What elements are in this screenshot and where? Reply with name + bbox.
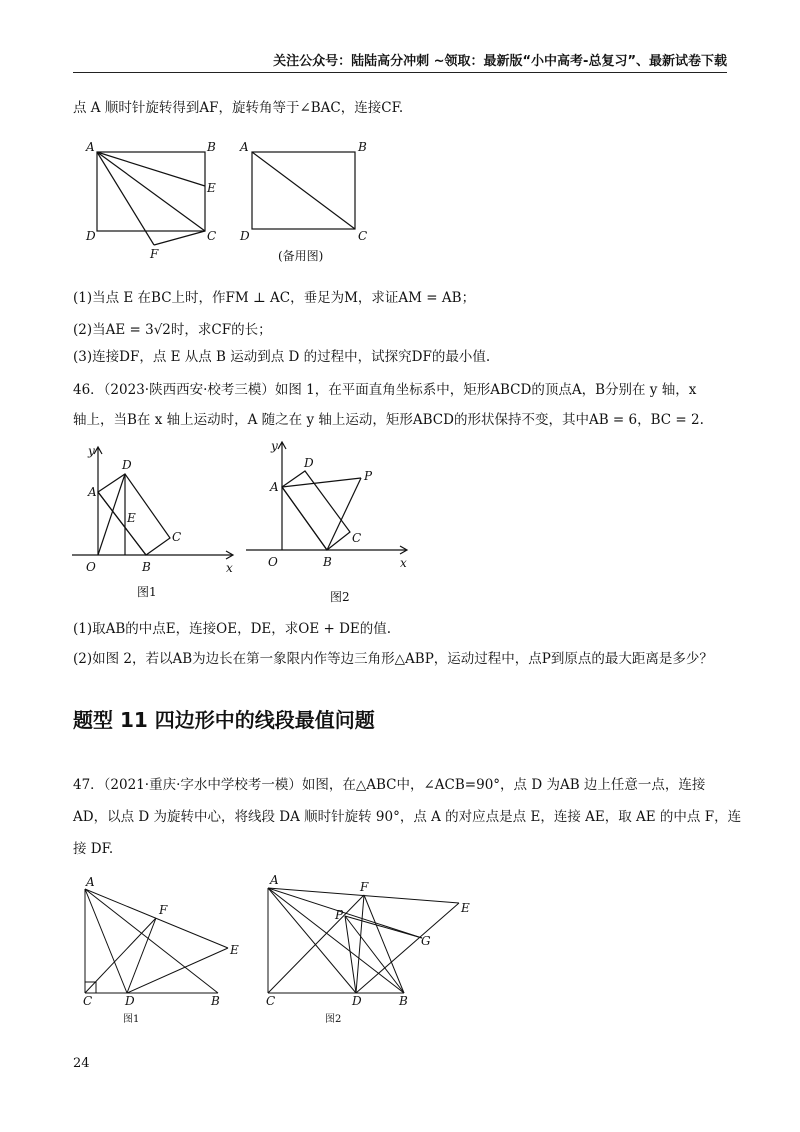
diag-spare	[252, 152, 355, 229]
seg-de2	[356, 903, 459, 993]
lbl-e: E	[207, 181, 216, 195]
lbl-a2: A	[240, 140, 249, 154]
lbl-y2: y	[271, 439, 278, 453]
fig45-main	[97, 152, 205, 245]
seg-ab2	[268, 888, 404, 993]
lbl-e6: E	[461, 901, 470, 915]
lbl-a3: A	[88, 485, 97, 499]
fig46-2	[246, 442, 407, 554]
p46-line1: 46．（2023·陕西西安·校考三模）如图 1，在平面直角坐标系中，矩形ABCD的顶点A，B分别在 y 轴，x	[73, 382, 697, 398]
diag-ac	[97, 152, 205, 231]
seg-ab	[85, 889, 218, 993]
lbl-b5: B	[211, 994, 220, 1008]
seg-pg2	[345, 916, 422, 938]
q45-1: (1)当点 E 在BC上时，作FM ⊥ AC，垂足为M，求证AM = AB；	[73, 290, 476, 306]
lbl-p6: P	[335, 908, 344, 922]
lbl-d2: D	[240, 229, 250, 243]
page-number: 24	[73, 1056, 90, 1071]
fig47-2-caption: 图2	[325, 1014, 342, 1025]
lbl-f6: F	[360, 880, 369, 894]
lbl-b3: B	[142, 560, 151, 574]
lbl-a: A	[86, 140, 95, 154]
lbl-b: B	[207, 140, 216, 154]
p46-line2: 轴上，当B在 x 轴上运动时，A 随之在 y 轴上运动，矩形ABCD的形状保持不变，其中AB = 6，BC = 2.	[73, 412, 704, 428]
seg-ab2	[282, 487, 327, 550]
lbl-c3: C	[172, 530, 182, 544]
fig46-2-caption: 图2	[330, 590, 350, 604]
p46-q2: (2)如图 2，若以AB为边长在第一象限内作等边三角形△ABP，运动过程中，点P到原点的最大距离是多少？	[73, 651, 713, 667]
seg-ae	[97, 152, 205, 186]
seg-cf2	[268, 895, 364, 993]
lbl-o2: O	[268, 555, 278, 569]
lbl-a4: A	[270, 480, 279, 494]
p47-line2: AD，以点 D 为旋转中心，将线段 DA 顺时针旋转 90°，点 A 的对应点是点 E，连接 AE，取 AE 的中点 F，连	[73, 809, 742, 825]
lbl-d6: D	[352, 994, 362, 1008]
p46-q1: (1)取AB的中点E，连接OE，DE，求OE + DE的值.	[73, 621, 392, 637]
lbl-a5: A	[86, 875, 95, 889]
lbl-a6: A	[270, 873, 279, 887]
seg-ag2	[268, 888, 422, 938]
seg-ad2	[268, 888, 356, 993]
lbl-d4: D	[304, 456, 314, 470]
lbl-b6: B	[399, 994, 408, 1008]
seg-oe	[98, 474, 125, 555]
lbl-g6: G	[421, 934, 431, 948]
lbl-d: D	[86, 229, 96, 243]
lbl-c4: C	[352, 531, 362, 545]
lbl-f: F	[150, 247, 159, 261]
fig46-1-caption: 图1	[137, 585, 157, 599]
fig45-spare	[252, 152, 355, 229]
q45-3: (3)连接DF，点 E 从点 B 运动到点 D 的过程中，试探究DF的最小值.	[73, 349, 491, 365]
fig47-1-caption: 图1	[123, 1014, 140, 1025]
seg-ad	[85, 889, 127, 993]
fig46-1	[72, 447, 233, 559]
p47-line1: 47．（2021·重庆·字水中学校考一模）如图，在△ABC中，∠ACB=90°，点 D 为AB 边上任意一点，连接	[73, 777, 706, 793]
lbl-c5: C	[83, 994, 93, 1008]
seg-fc	[154, 231, 205, 245]
lbl-c6: C	[266, 994, 276, 1008]
lbl-e3: E	[127, 511, 136, 525]
seg-ae	[85, 889, 228, 948]
lbl-b2: B	[358, 140, 367, 154]
lbl-y1: y	[88, 444, 95, 458]
p47-line3: 接 DF.	[73, 841, 114, 857]
fig47-1	[85, 889, 228, 993]
lbl-o1: O	[86, 560, 96, 574]
lbl-d3: D	[122, 458, 132, 472]
lbl-e5: E	[230, 943, 239, 957]
lbl-x2: x	[400, 556, 407, 570]
lbl-f5: F	[159, 903, 168, 917]
seg-ab	[98, 492, 146, 555]
lbl-p4: P	[364, 469, 373, 483]
lbl-x1: x	[226, 561, 233, 575]
seg-df2	[356, 895, 364, 993]
fig45-caption: (备用图)	[278, 249, 324, 263]
lbl-d5: D	[125, 994, 135, 1008]
seg-bf2	[364, 895, 404, 993]
section-title: 题型 11 四边形中的线段最值问题	[73, 708, 375, 732]
problem-intro: 点 A 顺时针旋转得到AF，旋转角等于∠BAC，连接CF.	[73, 100, 404, 116]
lbl-b4: B	[323, 555, 332, 569]
lbl-c2: C	[358, 229, 368, 243]
q45-2: (2)当AE = 3√2时，求CF的长；	[73, 322, 272, 338]
page-header: 关注公众号：陆陆高分冲刺 ~领取：最新版“小中高考-总复习”、最新试卷下载	[273, 54, 727, 69]
lbl-c: C	[207, 229, 217, 243]
